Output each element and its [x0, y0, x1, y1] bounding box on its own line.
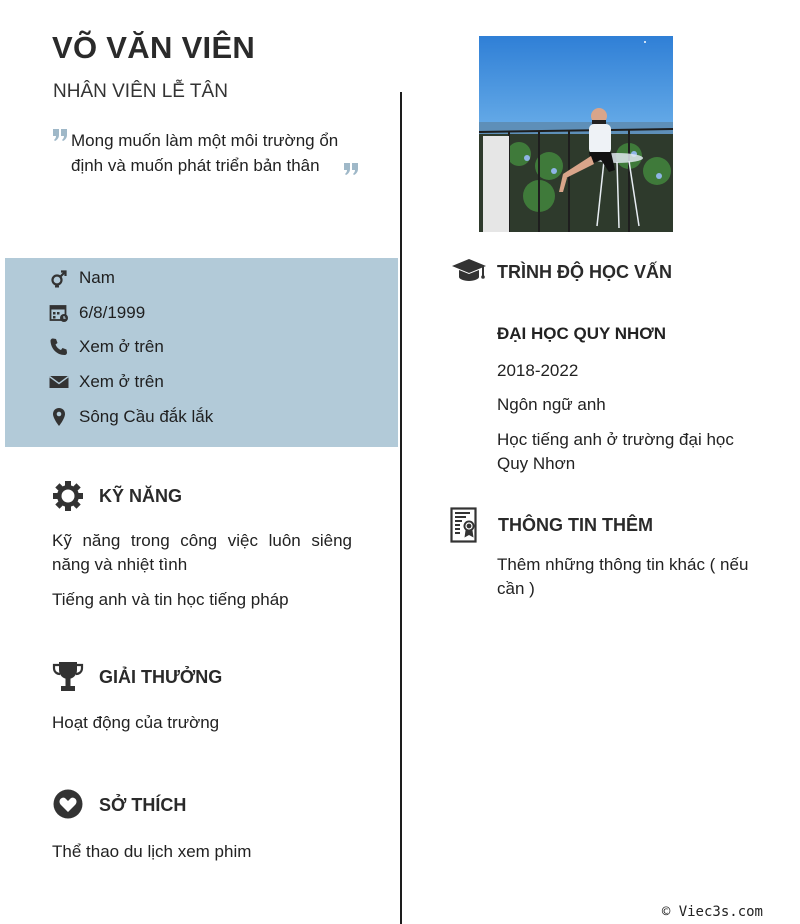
- open-quote-icon: [52, 128, 68, 142]
- info-row-address: [48, 405, 213, 429]
- gender-icon: [48, 267, 70, 289]
- column-divider: [400, 92, 402, 924]
- education-description: Học tiếng anh ở trường đại học Quy Nhơn: [497, 430, 734, 473]
- additional-info-heading: [449, 507, 653, 543]
- skill-item: Tiếng anh và tin học tiếng pháp: [52, 590, 289, 609]
- hobby-item: Thể thao du lịch xem phim: [52, 842, 252, 861]
- close-quote-icon: [343, 162, 359, 176]
- email-text: Xem ở trên: [79, 372, 164, 391]
- education-title: TRÌNH ĐỘ HỌC VẤN: [497, 261, 672, 282]
- additional-info-title: THÔNG TIN THÊM: [498, 514, 653, 535]
- career-objective: Mong muốn làm một môi trường ổn định và muốn phát triển bản thân: [71, 131, 339, 175]
- trophy-icon: [52, 661, 84, 693]
- info-row-birthdate: [48, 301, 145, 325]
- address-text: Sông Cầu đắk lắk: [79, 407, 214, 426]
- info-row-gender: [48, 266, 115, 290]
- additional-info-text: Thêm những thông tin khác ( nếu cần ): [497, 555, 749, 598]
- watermark: © Viec3s.com: [661, 904, 763, 920]
- education-major: Ngôn ngữ anh: [497, 395, 606, 414]
- gear-icon: [52, 480, 84, 512]
- phone-icon: [48, 336, 70, 358]
- phone-text: Xem ở trên: [79, 337, 164, 356]
- hobbies-title: SỞ THÍCH: [99, 794, 187, 815]
- profile-photo: [479, 36, 673, 232]
- birthdate-text: 6/8/1999: [79, 303, 146, 322]
- job-title: NHÂN VIÊN LỄ TÂN: [53, 81, 228, 102]
- awards-heading: [52, 661, 222, 693]
- skill-item: Kỹ năng trong công việc luôn siêng năng và nhiệt tình: [52, 531, 352, 574]
- location-pin-icon: [48, 406, 70, 428]
- heart-icon: [52, 789, 84, 821]
- awards-title: GIẢI THƯỞNG: [99, 666, 223, 687]
- education-heading: [451, 256, 672, 288]
- hobbies-heading: [52, 789, 186, 821]
- gender-text: Nam: [79, 268, 115, 287]
- graduation-cap-icon: [451, 256, 487, 288]
- info-row-phone: [48, 335, 164, 359]
- calendar-icon: [48, 302, 70, 324]
- candidate-name: VÕ VĂN VIÊN: [52, 30, 256, 65]
- education-period: 2018-2022: [497, 361, 579, 380]
- award-item: Hoạt động của trường: [52, 713, 220, 732]
- envelope-icon: [48, 371, 70, 393]
- school-name: ĐẠI HỌC QUY NHƠN: [497, 324, 667, 343]
- info-row-email: [48, 370, 164, 394]
- skills-heading: [52, 480, 182, 512]
- certificate-icon: [449, 507, 479, 543]
- skills-title: KỸ NĂNG: [99, 485, 183, 506]
